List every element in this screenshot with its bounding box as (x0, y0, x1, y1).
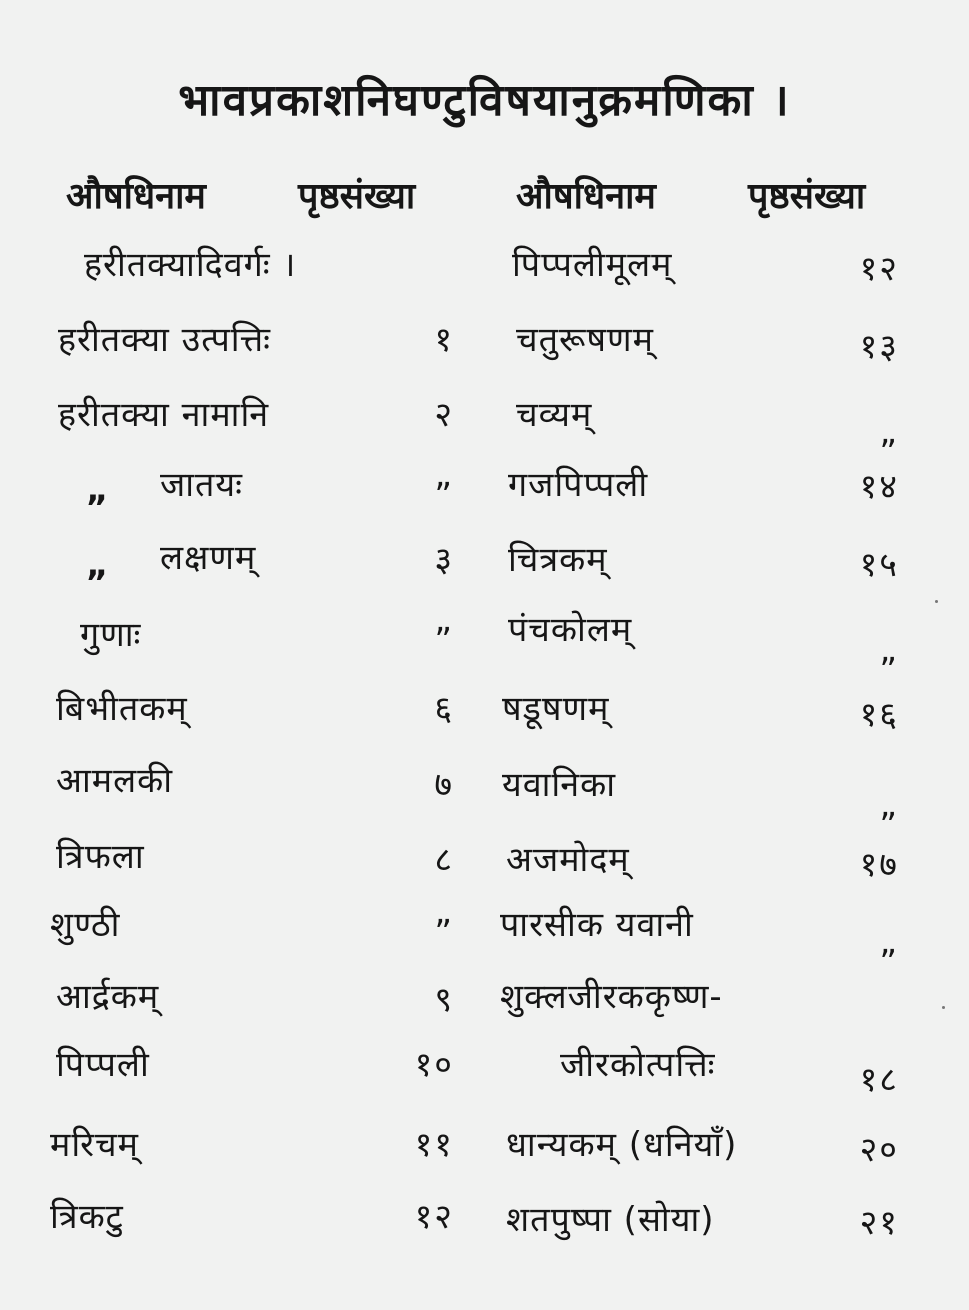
page-number: „ (879, 412, 899, 452)
right-name-header: औषधिनाम (516, 176, 656, 217)
list-item: आर्द्रकम् (56, 977, 160, 1017)
list-item: बिभीतकम् (56, 689, 188, 729)
page-number: १४ (859, 467, 899, 507)
left-page-header: पृष्ठसंख्या (298, 176, 416, 217)
list-item: धान्यकम् (धनियाँ) (506, 1125, 738, 1165)
page-number: „ (434, 892, 454, 932)
list-item: पिप्पलीमूलम् (512, 245, 673, 285)
page-number: १२ (859, 249, 899, 289)
section-heading: हरीतक्यादिवर्गः । (84, 245, 297, 285)
page-number: „ (879, 785, 899, 825)
list-item: गजपिप्पली (508, 465, 649, 505)
page-number: ३ (434, 540, 454, 580)
list-item: यवानिका (502, 765, 617, 805)
list-item: पिप्पली (56, 1045, 150, 1085)
list-item: चित्रकम् (508, 540, 608, 580)
page-number: ११ (414, 1125, 454, 1165)
page-number: २१ (859, 1203, 899, 1243)
page-number: १७ (859, 845, 899, 885)
ditto-mark: „ (86, 470, 109, 510)
left-name-header: औषधिनाम (66, 176, 206, 217)
list-item: शुण्ठी (50, 905, 121, 945)
page-number: १६ (859, 695, 899, 735)
page-number: १३ (859, 327, 899, 367)
page-number: १२ (414, 1197, 454, 1237)
list-item: पारसीक यवानी (500, 905, 694, 945)
list-item: मरिचम् (50, 1125, 139, 1165)
page-number: २० (859, 1130, 899, 1170)
page-number: ६ (434, 689, 454, 729)
list-item: शुक्लजीरककृष्ण- (500, 977, 723, 1017)
page-number: १५ (859, 545, 899, 585)
list-item: चतुरूषणम् (516, 320, 654, 360)
list-item: जातयः (160, 465, 244, 505)
list-item: षडूषणम् (502, 689, 610, 729)
list-item: गुणाः (80, 615, 142, 655)
page-number: ८ (434, 840, 454, 880)
list-item: लक्षणम् (160, 538, 257, 578)
list-item: त्रिफला (56, 837, 145, 877)
print-speck (935, 600, 938, 603)
page-number: १ (434, 320, 454, 360)
page-number: ७ (434, 765, 454, 805)
page-number: १८ (859, 1060, 899, 1100)
print-speck (942, 1006, 945, 1009)
list-item: अजमोदम् (506, 840, 630, 880)
list-item: जीरकोत्पत्तिः (560, 1045, 716, 1085)
page-number: „ (879, 922, 899, 962)
right-page-header: पृष्ठसंख्या (748, 176, 866, 217)
page-title: भावप्रकाशनिघण्टुविषयानुक्रमणिका । (178, 75, 791, 126)
page-number: „ (434, 600, 454, 640)
list-item: हरीतक्या नामानि (58, 395, 270, 435)
list-item: शतपुष्पा (सोया) (506, 1200, 715, 1240)
page-number: २ (434, 395, 454, 435)
page-number: „ (879, 630, 899, 670)
list-item: आमलकी (56, 761, 174, 801)
list-item: पंचकोलम् (508, 610, 633, 650)
list-item: हरीतक्या उत्पत्तिः (58, 320, 271, 360)
page-number: १० (414, 1045, 454, 1085)
list-item: चव्यम् (516, 395, 593, 435)
list-item: त्रिकटु (50, 1197, 124, 1237)
page-number: „ (434, 455, 454, 495)
page-number: ९ (434, 980, 454, 1020)
ditto-mark: „ (86, 545, 109, 585)
